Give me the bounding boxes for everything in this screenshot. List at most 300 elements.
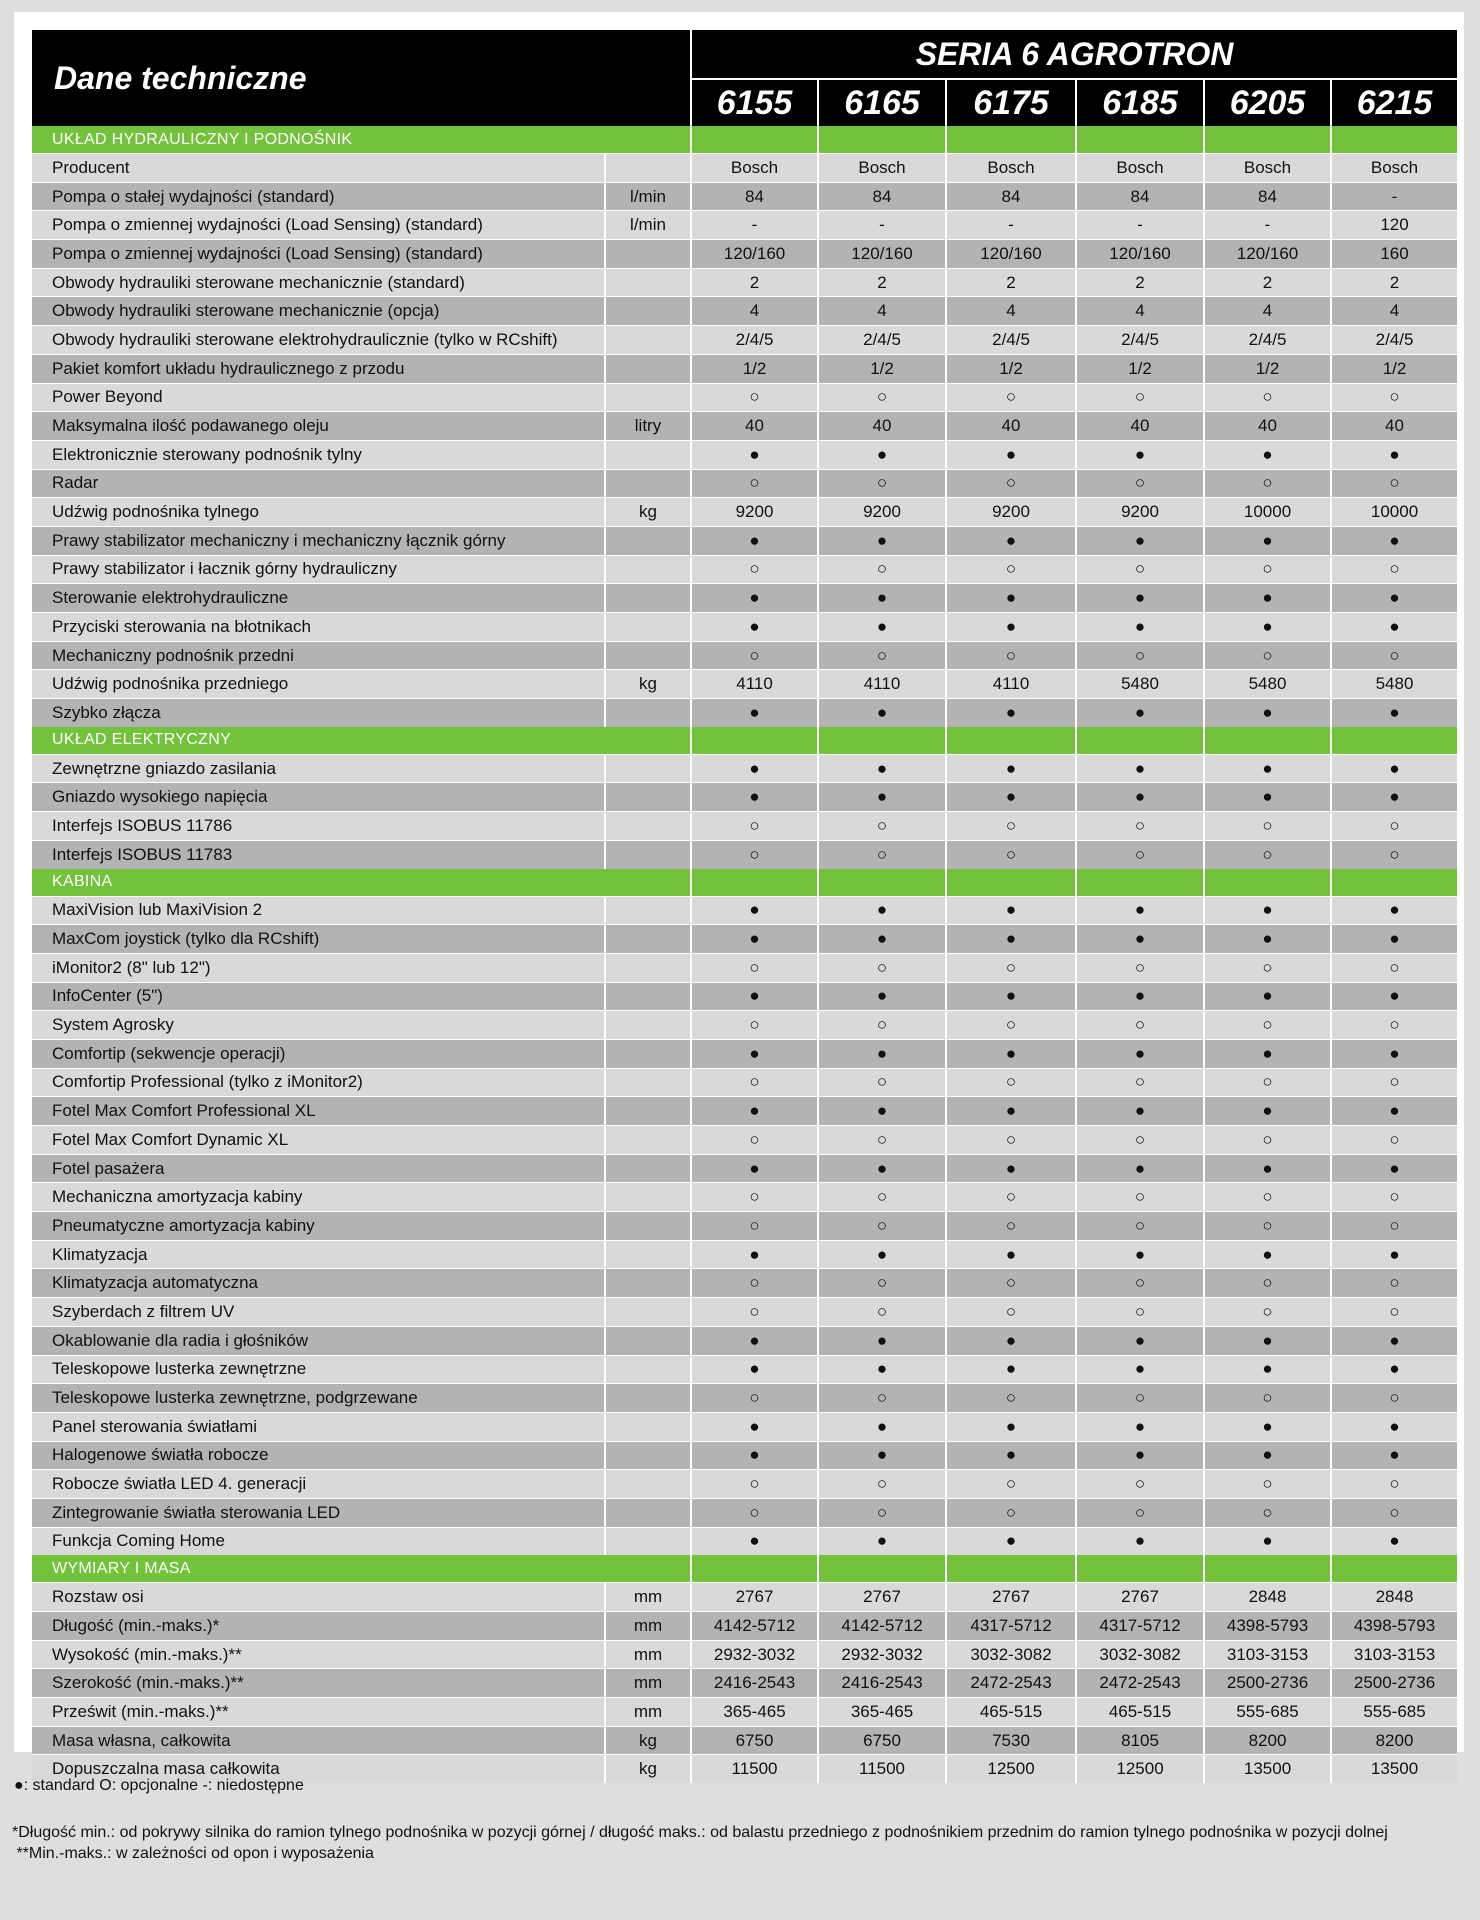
row-value: 120/160 <box>1076 240 1204 269</box>
row-value: ● <box>1331 526 1457 555</box>
row-value: ○ <box>946 1011 1076 1040</box>
row-value: ○ <box>691 1183 818 1212</box>
section-header <box>32 869 1457 897</box>
row-value: ○ <box>1204 1126 1331 1155</box>
row-value: ● <box>691 896 818 925</box>
table-row <box>32 354 1457 383</box>
row-value: ○ <box>818 953 946 982</box>
section-spacer <box>1076 1555 1204 1583</box>
row-value: 2932-3032 <box>691 1640 818 1669</box>
row-value: ○ <box>946 469 1076 498</box>
row-value: ● <box>691 1154 818 1183</box>
row-value: ○ <box>1204 1183 1331 1212</box>
table-row <box>32 754 1457 783</box>
row-value: ● <box>1076 1240 1204 1269</box>
row-unit <box>605 953 691 982</box>
page-title: Dane techniczne <box>32 30 691 126</box>
row-value: ○ <box>691 840 818 868</box>
row-value: ○ <box>946 1298 1076 1327</box>
row-unit <box>605 641 691 670</box>
row-value: 11500 <box>691 1755 818 1783</box>
row-value: ● <box>1076 584 1204 613</box>
row-value: ○ <box>1076 555 1204 584</box>
section-header <box>32 1555 1457 1583</box>
row-value: ○ <box>1076 812 1204 841</box>
row-value: ○ <box>1076 383 1204 412</box>
row-value: ● <box>1076 1355 1204 1384</box>
table-row <box>32 326 1457 355</box>
row-value: ● <box>1331 699 1457 727</box>
row-value: 3103-3153 <box>1204 1640 1331 1669</box>
row-value: 120 <box>1331 211 1457 240</box>
row-value: 120/160 <box>946 240 1076 269</box>
table-row <box>32 240 1457 269</box>
row-value: ● <box>1204 754 1331 783</box>
row-value: ● <box>1331 1441 1457 1470</box>
row-value: 6750 <box>818 1726 946 1755</box>
table-row <box>32 412 1457 441</box>
row-value: ● <box>818 1412 946 1441</box>
row-value: ● <box>1204 896 1331 925</box>
row-label: Szyberdach z filtrem UV <box>32 1298 605 1327</box>
row-value: 120/160 <box>818 240 946 269</box>
row-value: 3032-3082 <box>1076 1640 1204 1669</box>
row-value: ● <box>946 440 1076 469</box>
row-value: ○ <box>946 1126 1076 1155</box>
table-row <box>32 1326 1457 1355</box>
row-value: ● <box>1204 613 1331 642</box>
row-unit <box>605 1126 691 1155</box>
row-value: ● <box>946 1412 1076 1441</box>
row-value: ○ <box>818 1269 946 1298</box>
row-value: ● <box>691 440 818 469</box>
row-value: 3103-3153 <box>1331 1640 1457 1669</box>
row-value: ○ <box>1076 641 1204 670</box>
row-value: ○ <box>1204 1298 1331 1327</box>
table-row <box>32 1298 1457 1327</box>
table-row <box>32 1097 1457 1126</box>
table-row <box>32 1269 1457 1298</box>
section-spacer <box>818 727 946 755</box>
row-value: ● <box>818 896 946 925</box>
row-value: ○ <box>1331 1212 1457 1241</box>
row-unit <box>605 584 691 613</box>
row-value: 2/4/5 <box>818 326 946 355</box>
row-value: ● <box>946 1154 1076 1183</box>
row-value: 2 <box>691 268 818 297</box>
table-row <box>32 783 1457 812</box>
row-value: 5480 <box>1204 670 1331 699</box>
row-value: 2416-2543 <box>691 1669 818 1698</box>
row-value: 4110 <box>946 670 1076 699</box>
row-label: Długość (min.-maks.)* <box>32 1612 605 1641</box>
row-value: 84 <box>1204 182 1331 211</box>
row-value: ● <box>1204 1441 1331 1470</box>
section-spacer <box>946 869 1076 897</box>
model-header: 6175 <box>946 79 1076 126</box>
table-row <box>32 555 1457 584</box>
row-unit <box>605 1298 691 1327</box>
row-value: 5480 <box>1076 670 1204 699</box>
row-unit <box>605 1183 691 1212</box>
row-label: Comfortip Professional (tylko z iMonitor2) <box>32 1068 605 1097</box>
row-unit <box>605 268 691 297</box>
row-value: ○ <box>691 1498 818 1527</box>
row-value: ● <box>818 754 946 783</box>
row-unit <box>605 440 691 469</box>
row-value: ○ <box>1076 1011 1204 1040</box>
table-row <box>32 1498 1457 1527</box>
row-value: ○ <box>1076 1470 1204 1499</box>
row-value: ● <box>946 613 1076 642</box>
row-value: ● <box>818 1441 946 1470</box>
table-header <box>32 30 1457 126</box>
row-label: Przyciski sterowania na błotnikach <box>32 613 605 642</box>
row-value: ○ <box>946 1470 1076 1499</box>
row-value: 1/2 <box>1076 354 1204 383</box>
table-row <box>32 383 1457 412</box>
table-row <box>32 613 1457 642</box>
row-value: Bosch <box>1331 154 1457 183</box>
row-unit: kg <box>605 670 691 699</box>
row-value: 4 <box>818 297 946 326</box>
row-value: ● <box>1076 526 1204 555</box>
row-unit <box>605 1240 691 1269</box>
table-row <box>32 1355 1457 1384</box>
section-spacer <box>691 1555 818 1583</box>
row-value: ● <box>691 1527 818 1555</box>
row-value: ○ <box>946 383 1076 412</box>
table-row <box>32 211 1457 240</box>
section-spacer <box>1331 869 1457 897</box>
table-row <box>32 268 1457 297</box>
row-value: Bosch <box>1204 154 1331 183</box>
row-label: Pompa o stałej wydajności (standard) <box>32 182 605 211</box>
model-header: 6185 <box>1076 79 1204 126</box>
row-unit <box>605 754 691 783</box>
row-label: InfoCenter (5") <box>32 982 605 1011</box>
table-row <box>32 440 1457 469</box>
section-spacer <box>691 126 818 154</box>
footnotes <box>12 1822 1452 1864</box>
row-value: ● <box>691 1039 818 1068</box>
section-header <box>32 126 1457 154</box>
table-row <box>32 699 1457 727</box>
row-value: ● <box>1204 982 1331 1011</box>
row-value: ● <box>946 699 1076 727</box>
section-title: UKŁAD ELEKTRYCZNY <box>32 727 691 755</box>
row-value: ● <box>691 925 818 954</box>
row-value: ● <box>1331 925 1457 954</box>
table-row <box>32 1212 1457 1241</box>
section-spacer <box>1204 126 1331 154</box>
row-unit <box>605 1498 691 1527</box>
row-value: 84 <box>1076 182 1204 211</box>
row-unit: mm <box>605 1583 691 1612</box>
section-spacer <box>1076 869 1204 897</box>
row-value: 2/4/5 <box>1076 326 1204 355</box>
row-label: Udźwig podnośnika przedniego <box>32 670 605 699</box>
row-value: ○ <box>1076 1298 1204 1327</box>
row-value: ● <box>1076 1412 1204 1441</box>
row-value: 84 <box>946 182 1076 211</box>
row-value: ○ <box>818 1126 946 1155</box>
row-value: ● <box>1204 1326 1331 1355</box>
row-value: ● <box>818 613 946 642</box>
row-value: ○ <box>946 1384 1076 1413</box>
section-spacer <box>1204 869 1331 897</box>
table-row <box>32 1669 1457 1698</box>
row-label: Masa własna, całkowita <box>32 1726 605 1755</box>
model-header: 6165 <box>818 79 946 126</box>
footnote-minmax: **Min.-maks.: w zależności od opon i wyposażenia <box>12 1845 374 1862</box>
row-value: ○ <box>1331 1470 1457 1499</box>
row-value: ● <box>1204 783 1331 812</box>
row-value: 2500-2736 <box>1331 1669 1457 1698</box>
row-unit: mm <box>605 1698 691 1727</box>
row-value: ● <box>691 584 818 613</box>
row-value: ● <box>818 526 946 555</box>
row-unit: kg <box>605 1755 691 1783</box>
row-value: ○ <box>1331 953 1457 982</box>
row-value: 2472-2543 <box>946 1669 1076 1698</box>
row-value: ○ <box>1076 1126 1204 1155</box>
row-value: 1/2 <box>818 354 946 383</box>
table-row <box>32 182 1457 211</box>
section-header <box>32 727 1457 755</box>
row-value: 4 <box>1331 297 1457 326</box>
row-value: 2767 <box>946 1583 1076 1612</box>
row-unit <box>605 1154 691 1183</box>
section-spacer <box>946 126 1076 154</box>
row-value: ○ <box>818 555 946 584</box>
row-value: 2 <box>946 268 1076 297</box>
row-value: 1/2 <box>946 354 1076 383</box>
row-value: ○ <box>1331 1498 1457 1527</box>
row-unit <box>605 840 691 868</box>
table-row <box>32 641 1457 670</box>
row-value: ● <box>946 1527 1076 1555</box>
row-value: 9200 <box>1076 498 1204 527</box>
row-value: ● <box>818 982 946 1011</box>
row-value: 8200 <box>1331 1726 1457 1755</box>
row-value: Bosch <box>1076 154 1204 183</box>
row-label: Udźwig podnośnika tylnego <box>32 498 605 527</box>
row-value: ○ <box>1076 1212 1204 1241</box>
row-label: Szerokość (min.-maks.)** <box>32 1669 605 1698</box>
row-unit <box>605 240 691 269</box>
row-unit <box>605 1412 691 1441</box>
row-unit <box>605 1212 691 1241</box>
row-unit: kg <box>605 498 691 527</box>
row-label: MaxiVision lub MaxiVision 2 <box>32 896 605 925</box>
row-value: ● <box>1076 783 1204 812</box>
row-unit <box>605 555 691 584</box>
row-value: ○ <box>691 1384 818 1413</box>
row-value: ○ <box>1076 1269 1204 1298</box>
row-value: 4317-5712 <box>946 1612 1076 1641</box>
table-row <box>32 925 1457 954</box>
row-value: 2 <box>1331 268 1457 297</box>
row-value: ○ <box>1204 1498 1331 1527</box>
row-value: ○ <box>1076 1498 1204 1527</box>
row-value: ○ <box>818 1212 946 1241</box>
row-unit <box>605 812 691 841</box>
row-value: ● <box>1076 440 1204 469</box>
row-unit <box>605 783 691 812</box>
row-label: Obwody hydrauliki sterowane elektrohydraulicznie (tylko w RCshift) <box>32 326 605 355</box>
row-value: ● <box>818 783 946 812</box>
row-value: 13500 <box>1204 1755 1331 1783</box>
table-row <box>32 812 1457 841</box>
table-row <box>32 953 1457 982</box>
row-label: Prześwit (min.-maks.)** <box>32 1698 605 1727</box>
row-value: ● <box>946 896 1076 925</box>
row-value: ○ <box>946 1212 1076 1241</box>
row-value: ○ <box>1331 1269 1457 1298</box>
row-value: ○ <box>818 1011 946 1040</box>
row-value: ● <box>946 1039 1076 1068</box>
row-value: 40 <box>1204 412 1331 441</box>
row-value: 2 <box>1076 268 1204 297</box>
row-label: Fotel Max Comfort Dynamic XL <box>32 1126 605 1155</box>
row-value: ○ <box>946 1068 1076 1097</box>
row-value: ● <box>1331 613 1457 642</box>
row-value: ○ <box>691 555 818 584</box>
row-value: 160 <box>1331 240 1457 269</box>
row-value: ○ <box>946 1269 1076 1298</box>
row-value: ● <box>1331 1240 1457 1269</box>
row-unit <box>605 1470 691 1499</box>
row-value: ○ <box>691 469 818 498</box>
row-value: 1/2 <box>1204 354 1331 383</box>
row-value: ○ <box>1204 1212 1331 1241</box>
row-value: ● <box>946 1355 1076 1384</box>
row-value: ● <box>1204 1039 1331 1068</box>
row-value: 555-685 <box>1204 1698 1331 1727</box>
row-value: ● <box>691 982 818 1011</box>
row-value: ● <box>1204 1240 1331 1269</box>
row-value: ● <box>1076 699 1204 727</box>
row-value: ○ <box>691 1470 818 1499</box>
table-row <box>32 1240 1457 1269</box>
row-value: ● <box>818 1326 946 1355</box>
row-value: ○ <box>1331 1126 1457 1155</box>
table-row <box>32 1640 1457 1669</box>
row-value: 7530 <box>946 1726 1076 1755</box>
section-spacer <box>691 727 818 755</box>
table-row <box>32 1441 1457 1470</box>
row-value: ○ <box>1076 469 1204 498</box>
row-value: ○ <box>946 641 1076 670</box>
row-value: 4 <box>691 297 818 326</box>
row-value: 555-685 <box>1331 1698 1457 1727</box>
table-row <box>32 1039 1457 1068</box>
row-value: 4142-5712 <box>818 1612 946 1641</box>
row-value: ○ <box>1076 840 1204 868</box>
row-value: ● <box>1331 1154 1457 1183</box>
row-value: 5480 <box>1331 670 1457 699</box>
section-title: KABINA <box>32 869 691 897</box>
row-value: ○ <box>1331 840 1457 868</box>
row-unit <box>605 154 691 183</box>
row-label: Producent <box>32 154 605 183</box>
table-row <box>32 1470 1457 1499</box>
table-row <box>32 670 1457 699</box>
row-value: ● <box>1331 584 1457 613</box>
row-value: ● <box>818 925 946 954</box>
row-value: ● <box>818 1355 946 1384</box>
row-value: 40 <box>1076 412 1204 441</box>
row-unit: mm <box>605 1612 691 1641</box>
row-value: 40 <box>1331 412 1457 441</box>
row-value: 2 <box>818 268 946 297</box>
row-value: - <box>1204 211 1331 240</box>
table-row <box>32 297 1457 326</box>
row-value: ● <box>946 1441 1076 1470</box>
row-label: Gniazdo wysokiego napięcia <box>32 783 605 812</box>
table-row <box>32 896 1457 925</box>
row-unit <box>605 896 691 925</box>
row-value: 12500 <box>946 1755 1076 1783</box>
row-value: ○ <box>1331 1384 1457 1413</box>
footnote-length: *Długość min.: od pokrywy silnika do ramion tylnego podnośnika w pozycji górnej / długość maks.: od balastu przedniego z podnośnikiem przednim do ramion tylnego podnośnika w pozycji dolnej <box>12 1824 1388 1841</box>
spec-table <box>32 30 1457 1783</box>
row-value: 465-515 <box>946 1698 1076 1727</box>
row-value: ○ <box>691 1011 818 1040</box>
row-label: Klimatyzacja automatyczna <box>32 1269 605 1298</box>
row-value: ○ <box>1076 953 1204 982</box>
row-label: Klimatyzacja <box>32 1240 605 1269</box>
row-value: ○ <box>691 1126 818 1155</box>
row-value: 13500 <box>1331 1755 1457 1783</box>
row-value: ● <box>1076 1097 1204 1126</box>
row-value: 9200 <box>691 498 818 527</box>
row-value: ● <box>1204 699 1331 727</box>
row-label: Obwody hydrauliki sterowane mechanicznie (standard) <box>32 268 605 297</box>
row-value: ○ <box>818 1470 946 1499</box>
row-value: ● <box>818 1527 946 1555</box>
row-value: ● <box>818 1039 946 1068</box>
row-value: - <box>1331 182 1457 211</box>
row-value: ● <box>691 1326 818 1355</box>
row-label: Comfortip (sekwencje operacji) <box>32 1039 605 1068</box>
row-value: 6750 <box>691 1726 818 1755</box>
row-value: 8105 <box>1076 1726 1204 1755</box>
row-value: 2500-2736 <box>1204 1669 1331 1698</box>
table-row <box>32 1183 1457 1212</box>
row-value: ○ <box>1076 1183 1204 1212</box>
section-title: WYMIARY I MASA <box>32 1555 691 1583</box>
row-label: Funkcja Coming Home <box>32 1527 605 1555</box>
row-value: 4 <box>1076 297 1204 326</box>
row-label: System Agrosky <box>32 1011 605 1040</box>
row-unit <box>605 925 691 954</box>
row-unit: mm <box>605 1640 691 1669</box>
row-unit <box>605 1527 691 1555</box>
row-value: 2/4/5 <box>691 326 818 355</box>
row-value: 4 <box>1204 297 1331 326</box>
row-value: ○ <box>1204 1011 1331 1040</box>
row-value: 365-465 <box>691 1698 818 1727</box>
row-value: ● <box>1331 1039 1457 1068</box>
row-value: 120/160 <box>1204 240 1331 269</box>
model-header: 6215 <box>1331 79 1457 126</box>
row-value: 1/2 <box>691 354 818 383</box>
row-label: Pneumatyczne amortyzacja kabiny <box>32 1212 605 1241</box>
row-value: 40 <box>818 412 946 441</box>
section-spacer <box>1331 1555 1457 1583</box>
